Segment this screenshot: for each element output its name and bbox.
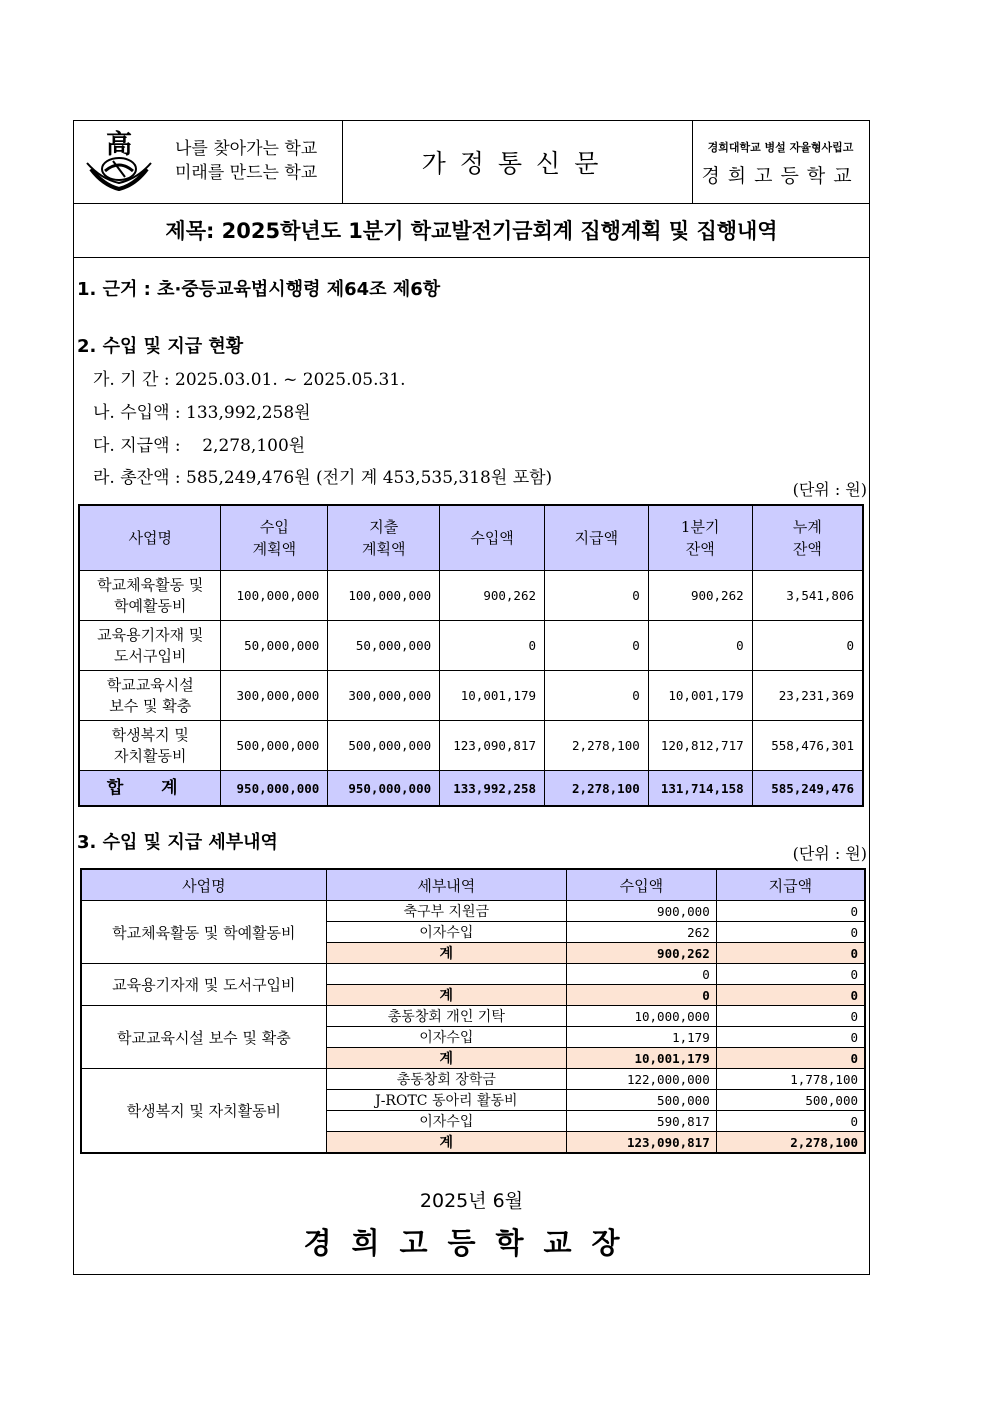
amount-cell: 3,541,806 bbox=[752, 571, 863, 621]
amount-cell: 900,262 bbox=[648, 571, 752, 621]
table-row bbox=[79, 571, 863, 621]
amount-cell: 0 bbox=[440, 621, 545, 671]
motto-line-1: 나를 찾아가는 학교 bbox=[175, 139, 318, 159]
school-info bbox=[692, 121, 869, 203]
project-name-cell: 교육용기자재 및 도서구입비 bbox=[79, 621, 221, 671]
amount-cell: 558,476,301 bbox=[752, 721, 863, 771]
balance-line: 라. 총잔액 : 585,249,476원 (전기 계 453,535,318원 포함) bbox=[93, 468, 553, 488]
project-name-cell: 학교체육활동 및 학예활동비 bbox=[79, 571, 221, 621]
group-name-cell: 학생복지 및 자치활동비 bbox=[81, 1069, 326, 1154]
total-label-cell: 합 계 bbox=[79, 771, 221, 807]
header bbox=[74, 121, 869, 204]
amount-cell: 23,231,369 bbox=[752, 671, 863, 721]
amount-cell: 2,278,100 bbox=[545, 721, 649, 771]
table-row bbox=[81, 964, 865, 985]
income-line: 나. 수입액 : 133,992,258원 bbox=[93, 403, 311, 423]
school-name: 경희고등학교 bbox=[701, 165, 860, 187]
subtotal-expense-cell: 0 bbox=[716, 1048, 865, 1069]
subtotal-income-cell: 10,001,179 bbox=[566, 1048, 716, 1069]
summary-header-0: 사업명 bbox=[79, 505, 221, 571]
school-emblem-icon bbox=[83, 129, 155, 193]
amount-cell: 0 bbox=[648, 621, 752, 671]
income-cell: 900,000 bbox=[566, 901, 716, 922]
detail-item-cell: 축구부 지원금 bbox=[326, 901, 566, 922]
document-title: 제목: 2025학년도 1분기 학교발전기금회계 집행계획 및 집행내역 bbox=[74, 203, 869, 258]
amount-cell: 100,000,000 bbox=[328, 571, 440, 621]
detail-item-cell: J-ROTC 동아리 활동비 bbox=[326, 1090, 566, 1111]
amount-cell: 300,000,000 bbox=[328, 671, 440, 721]
expense-cell: 500,000 bbox=[716, 1090, 865, 1111]
income-cell: 500,000 bbox=[566, 1090, 716, 1111]
subtotal-label-cell: 계 bbox=[326, 1048, 566, 1069]
summary-header-4: 지급액 bbox=[545, 505, 649, 571]
total-amount-cell: 133,992,258 bbox=[440, 771, 545, 807]
expense-cell: 0 bbox=[716, 1006, 865, 1027]
table-row bbox=[79, 671, 863, 721]
summary-header-1: 수입 계획액 bbox=[221, 505, 328, 571]
subtotal-label-cell: 계 bbox=[326, 985, 566, 1006]
detail-header-0: 사업명 bbox=[81, 869, 326, 901]
total-amount-cell: 131,714,158 bbox=[648, 771, 752, 807]
total-amount-cell: 950,000,000 bbox=[328, 771, 440, 807]
group-name-cell: 교육용기자재 및 도서구입비 bbox=[81, 964, 326, 1006]
amount-cell: 50,000,000 bbox=[221, 621, 328, 671]
table-row bbox=[81, 901, 865, 922]
detail-header-row bbox=[81, 869, 865, 901]
amount-cell: 0 bbox=[545, 621, 649, 671]
detail-item-cell: 이자수입 bbox=[326, 922, 566, 943]
period-line: 가. 기 간 : 2025.03.01. ~ 2025.05.31. bbox=[93, 370, 406, 390]
detail-header-1: 세부내역 bbox=[326, 869, 566, 901]
subtotal-label-cell: 계 bbox=[326, 943, 566, 964]
group-name-cell: 학교체육활동 및 학예활동비 bbox=[81, 901, 326, 964]
income-cell: 590,817 bbox=[566, 1111, 716, 1132]
section-1-heading: 1. 근거 : 초·중등교육법시행령 제64조 제6항 bbox=[77, 279, 441, 300]
expense-cell: 0 bbox=[716, 964, 865, 985]
school-subtitle: 경희대학교 병설 자율형사립고 bbox=[707, 141, 854, 154]
amount-cell: 0 bbox=[545, 571, 649, 621]
summary-header-6: 누계 잔액 bbox=[752, 505, 863, 571]
total-amount-cell: 585,249,476 bbox=[752, 771, 863, 807]
section-2-heading: 2. 수입 및 지급 현황 bbox=[77, 336, 244, 357]
amount-cell: 10,001,179 bbox=[440, 671, 545, 721]
project-name-cell: 학생복지 및 자치활동비 bbox=[79, 721, 221, 771]
total-amount-cell: 2,278,100 bbox=[545, 771, 649, 807]
income-cell: 1,179 bbox=[566, 1027, 716, 1048]
project-name-cell: 학교교육시설 보수 및 확충 bbox=[79, 671, 221, 721]
income-cell: 122,000,000 bbox=[566, 1069, 716, 1090]
section-3-heading: 3. 수입 및 지급 세부내역 bbox=[77, 832, 278, 853]
detail-header-2: 수입액 bbox=[566, 869, 716, 901]
amount-cell: 0 bbox=[752, 621, 863, 671]
table-row bbox=[81, 1006, 865, 1027]
expense-line: 다. 지급액 : 2,278,100원 bbox=[93, 436, 306, 456]
amount-cell: 500,000,000 bbox=[328, 721, 440, 771]
income-cell: 0 bbox=[566, 964, 716, 985]
unit-label-1: (단위 : 원) bbox=[792, 480, 867, 499]
table-row bbox=[81, 1069, 865, 1090]
expense-cell: 0 bbox=[716, 1027, 865, 1048]
subtotal-income-cell: 0 bbox=[566, 985, 716, 1006]
summary-table bbox=[78, 504, 864, 807]
amount-cell: 300,000,000 bbox=[221, 671, 328, 721]
expense-cell: 1,778,100 bbox=[716, 1069, 865, 1090]
summary-header-3: 수입액 bbox=[440, 505, 545, 571]
expense-cell: 0 bbox=[716, 901, 865, 922]
detail-header-3: 지급액 bbox=[716, 869, 865, 901]
amount-cell: 500,000,000 bbox=[221, 721, 328, 771]
subtotal-expense-cell: 0 bbox=[716, 943, 865, 964]
detail-table bbox=[80, 868, 866, 1154]
newsletter-label: 가정통신문 bbox=[342, 121, 693, 203]
group-name-cell: 학교교육시설 보수 및 확충 bbox=[81, 1006, 326, 1069]
amount-cell: 10,001,179 bbox=[648, 671, 752, 721]
expense-cell: 0 bbox=[716, 922, 865, 943]
detail-item-cell bbox=[326, 964, 566, 985]
total-amount-cell: 950,000,000 bbox=[221, 771, 328, 807]
subtotal-income-cell: 900,262 bbox=[566, 943, 716, 964]
motto-line-2: 미래를 만드는 학교 bbox=[175, 163, 318, 183]
amount-cell: 0 bbox=[545, 671, 649, 721]
table-row bbox=[79, 621, 863, 671]
school-motto bbox=[175, 137, 317, 185]
issue-date: 2025년 6월 bbox=[419, 1190, 524, 1212]
income-cell: 10,000,000 bbox=[566, 1006, 716, 1027]
subtotal-expense-cell: 0 bbox=[716, 985, 865, 1006]
principal-signature: 경희고등학교장 bbox=[303, 1226, 640, 1260]
table-row bbox=[79, 721, 863, 771]
amount-cell: 900,262 bbox=[440, 571, 545, 621]
summary-header-2: 지출 계획액 bbox=[328, 505, 440, 571]
amount-cell: 100,000,000 bbox=[221, 571, 328, 621]
amount-cell: 120,812,717 bbox=[648, 721, 752, 771]
emblem-char: 高 bbox=[105, 130, 133, 160]
expense-cell: 0 bbox=[716, 1111, 865, 1132]
newsletter-frame bbox=[73, 120, 870, 1275]
amount-cell: 50,000,000 bbox=[328, 621, 440, 671]
subtotal-label-cell: 계 bbox=[326, 1132, 566, 1154]
income-cell: 262 bbox=[566, 922, 716, 943]
header-left bbox=[74, 121, 343, 203]
subtotal-expense-cell: 2,278,100 bbox=[716, 1132, 865, 1154]
detail-item-cell: 총동창회 개인 기탁 bbox=[326, 1006, 566, 1027]
amount-cell: 123,090,817 bbox=[440, 721, 545, 771]
detail-item-cell: 이자수입 bbox=[326, 1027, 566, 1048]
detail-item-cell: 총동창회 장학금 bbox=[326, 1069, 566, 1090]
subtotal-income-cell: 123,090,817 bbox=[566, 1132, 716, 1154]
summary-header-row bbox=[79, 505, 863, 571]
total-row bbox=[79, 771, 863, 807]
unit-label-2: (단위 : 원) bbox=[792, 844, 867, 863]
summary-header-5: 1분기 잔액 bbox=[648, 505, 752, 571]
detail-item-cell: 이자수입 bbox=[326, 1111, 566, 1132]
